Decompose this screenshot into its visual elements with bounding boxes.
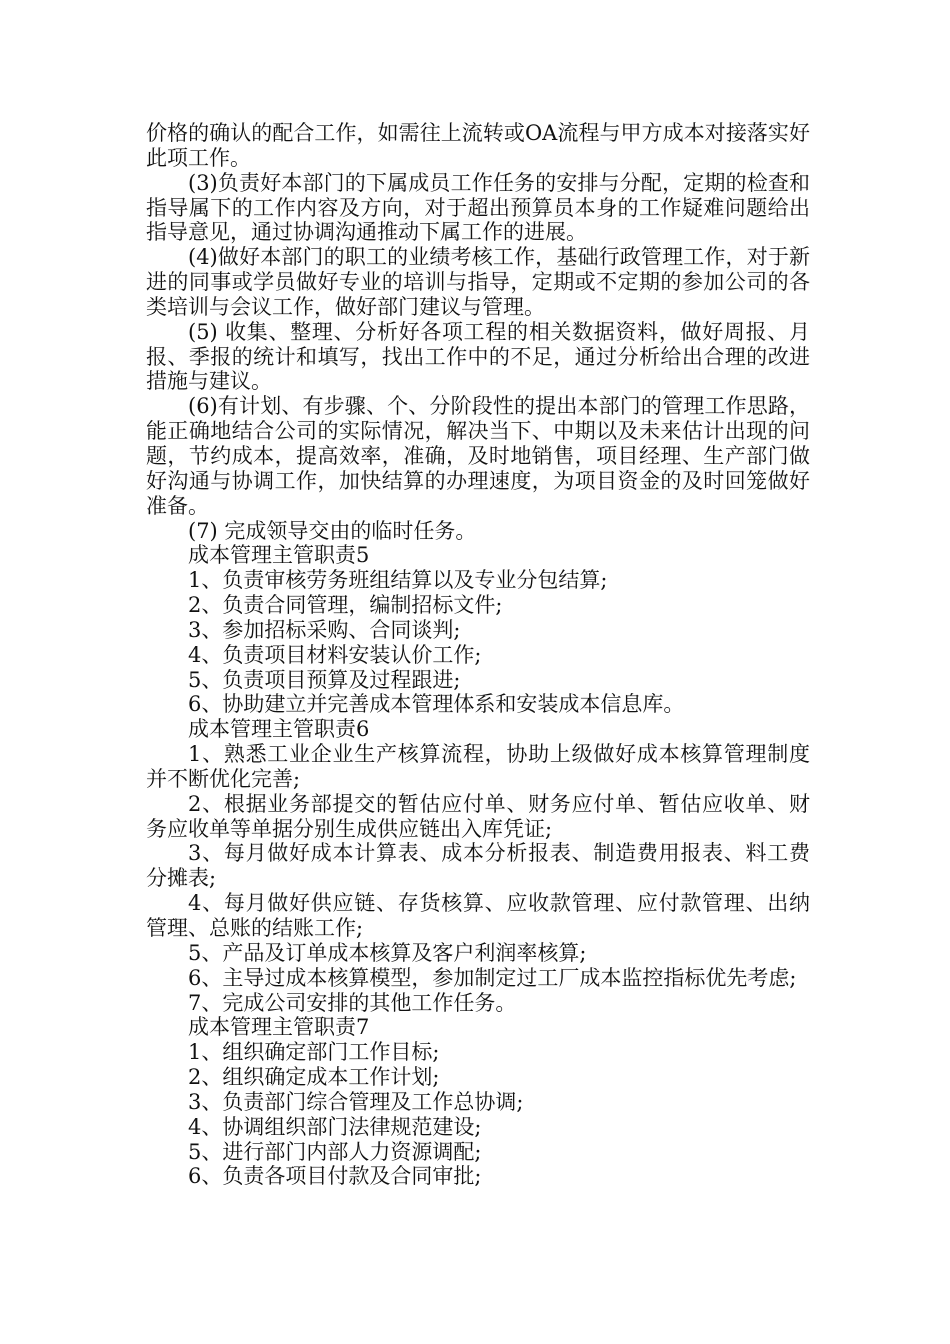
list-item: 6、负责各项目付款及合同审批; bbox=[188, 1164, 482, 1189]
section-heading-7: 成本管理主管职责7 bbox=[188, 1015, 370, 1040]
list-item: 3、参加招标采购、合同谈判; bbox=[188, 617, 461, 642]
section-heading-6: 成本管理主管职责6 bbox=[188, 717, 370, 742]
list-item: 5、进行部门内部人力资源调配; bbox=[188, 1139, 482, 1164]
list-item: 1、组织确定部门工作目标; bbox=[188, 1040, 440, 1065]
list-item: 3、负责部门综合管理及工作总协调; bbox=[188, 1089, 524, 1114]
paragraph-item-6: (6)有计划、有步骤、个、分阶段性的提出本部门的管理工作思路，能正确地结合公司的实际情况，解决当下、中期以及未来估计出现的问题，节约成本，提高效率，准确，及时地销售，项目经理、生产部门做好沟通与协调工作，加快结算的办理速度，为项目资金的及时回笼做好准备。 bbox=[146, 394, 810, 518]
paragraph-item-7: (7) 完成领导交由的临时任务。 bbox=[188, 518, 477, 543]
list-item: 6、协助建立并完善成本管理体系和安装成本信息库。 bbox=[188, 692, 685, 717]
list-item: 1、负责审核劳务班组结算以及专业分包结算; bbox=[188, 568, 608, 593]
list-item: 7、完成公司安排的其他工作任务。 bbox=[188, 990, 517, 1015]
list-item: 2、组织确定成本工作计划; bbox=[188, 1065, 440, 1090]
list-item: 5、产品及订单成本核算及客户利润率核算; bbox=[188, 940, 587, 965]
list-item: 4、协调组织部门法律规范建设; bbox=[188, 1114, 482, 1139]
list-item: 3、每月做好成本计算表、成本分析报表、制造费用报表、料工费分摊表; bbox=[146, 841, 810, 891]
paragraph-item-5: (5) 收集、整理、分析好各项工程的相关数据资料，做好周报、月报、季报的统计和填写，找出工作中的不足，通过分析给出合理的改进措施与建议。 bbox=[146, 319, 810, 394]
paragraph-item-4: (4)做好本部门的职工的业绩考核工作，基础行政管理工作，对于新进的同事或学员做好专业的培训与指导，定期或不定期的参加公司的各类培训与会议工作，做好部门建议与管理。 bbox=[146, 245, 810, 319]
list-item: 2、根据业务部提交的暂估应付单、财务应付单、暂估应收单、财务应收单等单据分别生成供应链出入库凭证; bbox=[146, 791, 810, 841]
list-item: 4、负责项目材料安装认价工作; bbox=[188, 642, 482, 667]
list-item: 1、熟悉工业企业生产核算流程，协助上级做好成本核算管理制度并不断优化完善; bbox=[146, 742, 810, 791]
paragraph-continuation: 价格的确认的配合工作，如需往上流转或OA流程与甲方成本对接落实好此项工作。 bbox=[146, 121, 810, 170]
paragraph-item-3: (3)负责好本部门的下属成员工作任务的安排与分配，定期的检查和指导属下的工作内容及方向，对于超出预算员本身的工作疑难问题给出指导意见，通过协调沟通推动下属工作的进展。 bbox=[146, 170, 810, 245]
list-item: 5、负责项目预算及过程跟进; bbox=[188, 667, 461, 692]
list-item: 2、负责合同管理，编制招标文件; bbox=[188, 593, 503, 618]
list-item: 6、主导过成本核算模型，参加制定过工厂成本监控指标优先考虑; bbox=[188, 965, 797, 990]
list-item: 4、每月做好供应链、存货核算、应收款管理、应付款管理、出纳管理、总账的结账工作; bbox=[146, 891, 810, 940]
document-page bbox=[146, 121, 810, 1189]
section-heading-5: 成本管理主管职责5 bbox=[188, 543, 370, 568]
